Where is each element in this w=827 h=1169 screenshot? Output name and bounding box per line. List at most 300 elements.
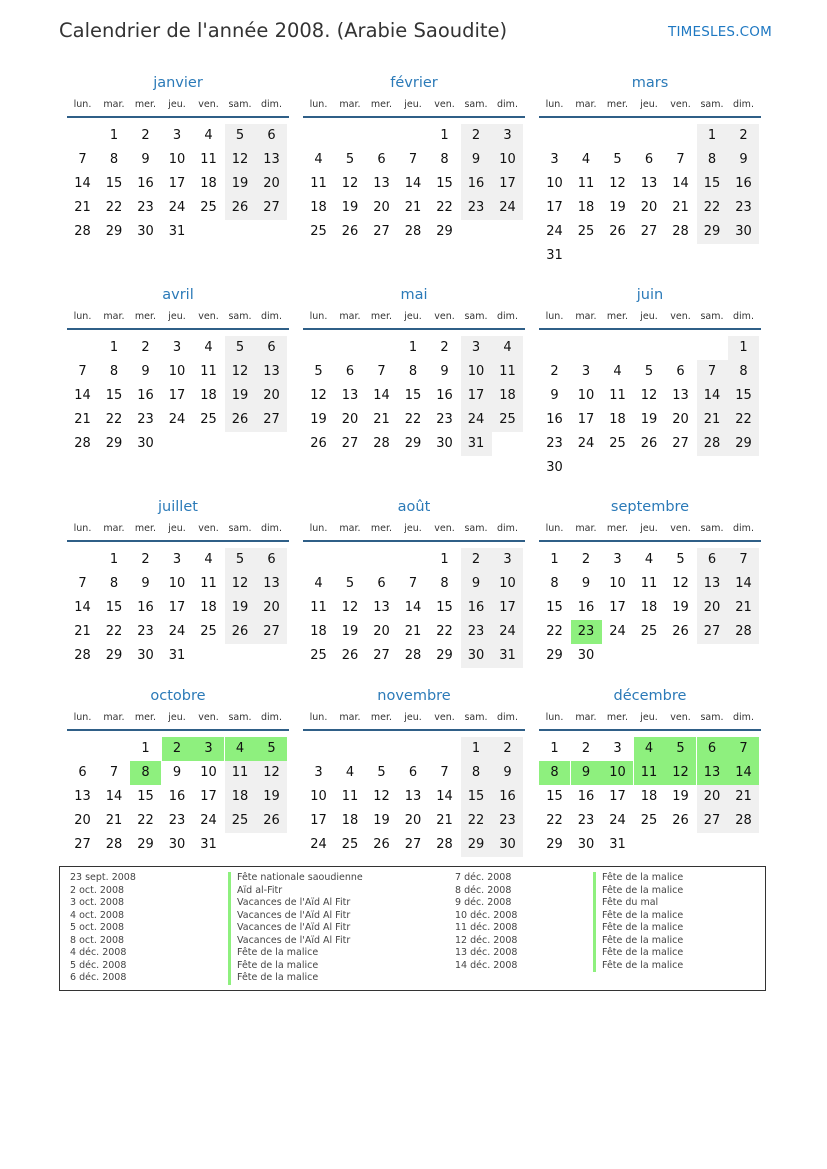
weekday-label: ven.	[198, 311, 219, 322]
weekday-label: sam.	[700, 712, 724, 723]
holiday-date: 14 déc. 2008	[455, 959, 518, 971]
day-cell: 24	[168, 200, 186, 215]
day-cell: 4	[204, 340, 213, 355]
weekday-label: dim.	[733, 99, 754, 110]
day-cell: 14	[672, 176, 689, 191]
month-name: mai	[400, 287, 428, 303]
day-cell: 17	[310, 813, 327, 828]
day-cell: 28	[728, 809, 759, 833]
day-cell: 17	[200, 789, 217, 804]
weekday-label: mar.	[339, 712, 361, 723]
weekday-label: dim.	[261, 311, 282, 322]
day-cell: 15	[404, 388, 422, 403]
day-cell: 10	[200, 765, 217, 780]
day-cell: 16	[436, 388, 453, 403]
day-cell: 9	[728, 148, 759, 172]
day-cell: 20	[672, 412, 689, 427]
day-cell: 11	[200, 152, 217, 167]
day-cell: 24	[492, 620, 523, 644]
day-cell: 7	[697, 360, 728, 384]
day-cell: 26	[373, 837, 390, 852]
day-cell: 1	[109, 552, 119, 567]
day-cell: 14	[404, 176, 422, 191]
day-cell: 25	[609, 436, 626, 451]
day-cell: 30	[436, 436, 453, 451]
day-cell: 28	[728, 620, 759, 644]
weekday-label: lun.	[73, 311, 92, 322]
day-cell: 17	[168, 388, 186, 403]
day-cell: 26	[609, 224, 626, 239]
day-cell: 23	[577, 813, 595, 828]
day-cell: 4	[644, 552, 654, 567]
weekday-label: lun.	[309, 311, 328, 322]
day-cell: 19	[640, 412, 658, 427]
weekday-label: mer.	[606, 311, 629, 322]
day-cell: 11	[640, 576, 658, 591]
day-cell: 14	[728, 572, 759, 596]
day-cell: 8	[440, 576, 449, 591]
weekday-label: mar.	[575, 712, 597, 723]
day-cell: 13	[256, 148, 287, 172]
day-cell: 11	[341, 789, 359, 804]
day-cell: 12	[640, 388, 658, 403]
month-name: novembre	[377, 688, 451, 704]
holiday-date: 7 déc. 2008	[455, 872, 512, 883]
day-cell: 20	[256, 384, 287, 408]
day-cell: 14	[74, 176, 91, 191]
day-cell: 26	[640, 436, 658, 451]
weekday-label: lun.	[545, 311, 564, 322]
day-cell: 30	[137, 224, 154, 239]
weekday-label: ven.	[434, 311, 455, 322]
day-cell: 5	[256, 737, 287, 761]
holiday-name: Vacances de l'Aïd Al Fitr	[228, 910, 350, 923]
day-cell: 27	[640, 224, 658, 239]
weekday-label: ven.	[670, 712, 691, 723]
day-cell: 23	[436, 412, 453, 427]
day-cell: 28	[74, 436, 91, 451]
day-cell: 3	[172, 128, 182, 143]
day-cell: 30	[728, 220, 759, 244]
day-cell: 31	[492, 644, 523, 668]
day-cell: 18	[341, 813, 359, 828]
day-cell: 6	[377, 152, 386, 167]
day-cell: 22	[546, 624, 563, 639]
day-cell: 11	[310, 600, 327, 615]
day-cell: 19	[341, 624, 359, 639]
day-cell: 10	[310, 789, 327, 804]
day-cell: 2	[440, 340, 449, 355]
day-cell: 5	[644, 364, 654, 379]
header-rule	[303, 729, 525, 731]
day-cell: 17	[461, 384, 492, 408]
day-cell: 2	[581, 741, 591, 756]
day-cell: 16	[492, 785, 523, 809]
day-cell: 1	[440, 128, 449, 143]
day-cell: 22	[137, 813, 154, 828]
day-cell: 23	[168, 813, 186, 828]
day-cell: 6	[256, 548, 287, 572]
day-cell: 3	[613, 741, 622, 756]
holiday-name: Vacances de l'Aïd Al Fitr	[228, 922, 350, 935]
day-cell: 13	[256, 572, 287, 596]
day-cell: 18	[310, 624, 327, 639]
day-cell: 12	[256, 761, 287, 785]
weekday-label: mer.	[134, 523, 157, 534]
day-cell: 18	[640, 600, 658, 615]
day-cell: 20	[256, 596, 287, 620]
day-cell: 17	[546, 200, 563, 215]
holiday-date: 12 déc. 2008	[455, 934, 518, 946]
day-cell: 9	[461, 148, 492, 172]
day-cell: 11	[200, 364, 217, 379]
weekday-label: sam.	[464, 712, 488, 723]
day-cell: 28	[436, 837, 453, 852]
day-cell: 29	[105, 436, 123, 451]
day-cell: 31	[546, 248, 563, 263]
day-cell: 11	[310, 176, 327, 191]
weekday-label: jeu.	[404, 523, 422, 534]
day-cell: 9	[461, 572, 492, 596]
day-cell: 4	[225, 737, 256, 761]
weekday-label: mar.	[103, 99, 125, 110]
day-cell: 27	[404, 837, 422, 852]
day-cell: 31	[609, 837, 626, 852]
day-cell: 11	[577, 176, 595, 191]
holiday-date: 5 déc. 2008	[70, 959, 127, 971]
day-cell: 29	[436, 224, 453, 239]
day-cell: 16	[137, 176, 154, 191]
weekday-label: dim.	[497, 712, 518, 723]
weekday-label: sam.	[464, 523, 488, 534]
day-cell: 28	[74, 648, 91, 663]
day-cell: 6	[697, 737, 728, 761]
day-cell: 29	[728, 432, 759, 456]
day-cell: 21	[74, 624, 91, 639]
month-name: février	[390, 75, 438, 91]
weekday-label: dim.	[733, 311, 754, 322]
day-cell: 4	[613, 364, 622, 379]
weekday-label: sam.	[228, 523, 252, 534]
day-cell: 5	[314, 364, 323, 379]
day-cell: 25	[577, 224, 595, 239]
weekday-label: mar.	[339, 523, 361, 534]
day-cell: 16	[728, 172, 759, 196]
weekday-label: sam.	[700, 99, 724, 110]
day-cell: 27	[672, 436, 689, 451]
weekday-label: mar.	[339, 99, 361, 110]
holiday-date: 10 déc. 2008	[455, 909, 518, 921]
day-cell: 13	[640, 176, 658, 191]
day-cell: 27	[373, 648, 390, 663]
weekday-label: dim.	[261, 712, 282, 723]
weekday-label: jeu.	[168, 712, 186, 723]
weekday-label: sam.	[464, 311, 488, 322]
day-cell: 3	[492, 548, 523, 572]
day-cell: 8	[130, 761, 161, 785]
day-cell: 10	[492, 148, 523, 172]
day-cell: 26	[225, 196, 256, 220]
day-cell: 9	[141, 576, 150, 591]
day-cell: 7	[440, 765, 449, 780]
holiday-date: 4 oct. 2008	[70, 909, 125, 921]
day-cell: 29	[105, 648, 123, 663]
day-cell: 26	[225, 408, 256, 432]
weekday-label: ven.	[198, 99, 219, 110]
day-cell: 15	[546, 600, 563, 615]
holiday-name: Fête de la malice	[593, 872, 683, 885]
weekday-label: mer.	[606, 523, 629, 534]
day-cell: 16	[461, 172, 492, 196]
day-cell: 21	[697, 408, 728, 432]
day-cell: 16	[546, 412, 563, 427]
day-cell: 8	[461, 761, 492, 785]
header-rule	[539, 116, 761, 118]
day-cell: 18	[492, 384, 523, 408]
day-cell: 24	[609, 624, 626, 639]
day-cell: 6	[256, 336, 287, 360]
weekday-label: ven.	[434, 712, 455, 723]
day-cell: 8	[728, 360, 759, 384]
day-cell: 24	[310, 837, 327, 852]
day-cell: 21	[74, 412, 91, 427]
day-cell: 18	[640, 789, 658, 804]
day-cell: 1	[550, 552, 559, 567]
weekday-label: lun.	[73, 712, 92, 723]
day-cell: 2	[141, 340, 150, 355]
day-cell: 8	[440, 152, 449, 167]
day-cell: 8	[408, 364, 418, 379]
brand-link[interactable]: TIMESLES.COM	[668, 24, 772, 40]
day-cell: 17	[492, 172, 523, 196]
weekday-label: ven.	[434, 99, 455, 110]
day-cell: 12	[609, 176, 626, 191]
weekday-label: mer.	[606, 712, 629, 723]
day-cell: 21	[404, 200, 422, 215]
day-cell: 27	[373, 224, 390, 239]
month-name: septembre	[610, 499, 690, 515]
holiday-name: Fête de la malice	[228, 960, 318, 973]
day-cell: 23	[461, 620, 492, 644]
day-cell: 13	[373, 600, 390, 615]
day-cell: 30	[546, 460, 563, 475]
day-cell: 8	[109, 576, 119, 591]
day-cell: 16	[168, 789, 186, 804]
day-cell: 15	[436, 600, 453, 615]
day-cell: 5	[345, 152, 355, 167]
day-cell: 21	[728, 596, 759, 620]
weekday-label: mer.	[606, 99, 629, 110]
weekday-label: mar.	[103, 523, 125, 534]
day-cell: 4	[345, 765, 355, 780]
day-cell: 12	[225, 360, 256, 384]
day-cell: 9	[440, 364, 449, 379]
day-cell: 2	[728, 124, 759, 148]
day-cell: 16	[577, 789, 595, 804]
month-name: mars	[631, 75, 669, 91]
weekday-label: dim.	[497, 311, 518, 322]
weekday-label: lun.	[309, 712, 328, 723]
day-cell: 29	[137, 837, 154, 852]
day-cell: 13	[373, 176, 390, 191]
day-cell: 9	[581, 576, 591, 591]
day-cell: 12	[225, 148, 256, 172]
day-cell: 5	[676, 552, 685, 567]
holiday-date: 11 déc. 2008	[455, 922, 518, 933]
holiday-date: 2 oct. 2008	[70, 884, 125, 896]
day-cell: 4	[314, 152, 323, 167]
day-cell: 14	[74, 388, 91, 403]
day-cell: 4	[581, 152, 591, 167]
day-cell: 17	[492, 596, 523, 620]
holiday-date: 4 déc. 2008	[70, 947, 127, 958]
day-cell: 17	[609, 789, 626, 804]
day-cell: 18	[200, 176, 217, 191]
day-cell: 10	[577, 388, 595, 403]
weekday-label: mar.	[575, 311, 597, 322]
day-cell: 3	[314, 765, 323, 780]
weekday-label: ven.	[198, 523, 219, 534]
day-cell: 19	[341, 200, 359, 215]
day-cell: 28	[672, 224, 689, 239]
weekday-label: jeu.	[640, 99, 658, 110]
day-cell: 23	[137, 412, 154, 427]
day-cell: 4	[314, 576, 323, 591]
day-cell: 3	[461, 336, 492, 360]
day-cell: 19	[672, 600, 689, 615]
day-cell: 13	[256, 360, 287, 384]
weekday-label: mar.	[575, 523, 597, 534]
day-cell: 16	[577, 600, 595, 615]
weekday-label: sam.	[228, 99, 252, 110]
day-cell: 27	[697, 809, 728, 833]
day-cell: 26	[225, 620, 256, 644]
day-cell: 12	[672, 576, 689, 591]
day-cell: 16	[137, 600, 154, 615]
day-cell: 27	[74, 837, 91, 852]
day-cell: 6	[78, 765, 87, 780]
weekday-label: dim.	[733, 712, 754, 723]
day-cell: 26	[256, 809, 287, 833]
weekday-label: lun.	[73, 99, 92, 110]
day-cell: 19	[256, 785, 287, 809]
day-cell: 9	[141, 152, 150, 167]
day-cell: 7	[109, 765, 119, 780]
holiday-name: Fête de la malice	[593, 885, 683, 898]
header-rule	[67, 328, 289, 330]
day-cell: 9	[492, 761, 523, 785]
holiday-name: Vacances de l'Aïd Al Fitr	[228, 897, 350, 910]
day-cell: 21	[105, 813, 123, 828]
day-cell: 7	[78, 576, 87, 591]
day-cell: 29	[436, 648, 453, 663]
day-cell: 21	[74, 200, 91, 215]
day-cell: 7	[377, 364, 386, 379]
holiday-name: Vacances de l'Aïd Al Fitr	[228, 935, 350, 948]
day-cell: 22	[436, 624, 453, 639]
day-cell: 6	[345, 364, 355, 379]
day-cell: 25	[200, 412, 217, 427]
header-rule	[303, 328, 525, 330]
weekday-label: mar.	[575, 99, 597, 110]
day-cell: 30	[577, 648, 595, 663]
day-cell: 20	[373, 624, 390, 639]
day-cell: 27	[341, 436, 359, 451]
day-cell: 15	[728, 384, 759, 408]
holiday-name: Fête de la malice	[593, 960, 683, 973]
day-cell: 7	[676, 152, 685, 167]
day-cell: 19	[225, 172, 256, 196]
day-cell: 26	[672, 813, 689, 828]
holiday-date: 13 déc. 2008	[455, 947, 518, 958]
day-cell: 14	[105, 789, 123, 804]
weekday-label: mer.	[370, 311, 393, 322]
day-cell: 23	[492, 809, 523, 833]
day-cell: 27	[697, 620, 728, 644]
day-cell: 29	[461, 833, 492, 857]
day-cell: 17	[609, 600, 626, 615]
day-cell: 19	[225, 596, 256, 620]
weekday-label: dim.	[261, 523, 282, 534]
weekday-label: jeu.	[640, 311, 658, 322]
weekday-label: mar.	[103, 311, 125, 322]
day-cell: 29	[404, 436, 422, 451]
weekday-label: mer.	[134, 99, 157, 110]
day-cell: 11	[200, 576, 217, 591]
day-cell: 18	[200, 600, 217, 615]
day-cell: 12	[310, 388, 327, 403]
weekday-label: ven.	[670, 523, 691, 534]
day-cell: 22	[404, 412, 422, 427]
weekday-label: jeu.	[168, 523, 186, 534]
day-cell: 2	[141, 552, 150, 567]
holiday-date: 6 déc. 2008	[70, 972, 127, 983]
weekday-label: lun.	[309, 99, 328, 110]
day-cell: 25	[640, 624, 658, 639]
weekday-label: sam.	[464, 99, 488, 110]
weekday-label: dim.	[261, 99, 282, 110]
day-cell: 21	[436, 813, 453, 828]
day-cell: 8	[539, 761, 570, 785]
day-cell: 3	[613, 552, 622, 567]
day-cell: 15	[105, 600, 123, 615]
holiday-date: 5 oct. 2008	[70, 922, 125, 933]
day-cell: 6	[256, 124, 287, 148]
day-cell: 2	[581, 552, 591, 567]
day-cell: 22	[105, 412, 123, 427]
header-rule	[539, 540, 761, 542]
day-cell: 17	[577, 412, 595, 427]
day-cell: 25	[200, 624, 217, 639]
holiday-date: 8 oct. 2008	[70, 934, 125, 946]
header-rule	[67, 729, 289, 731]
day-cell: 25	[492, 408, 523, 432]
weekday-label: dim.	[733, 523, 754, 534]
weekday-label: lun.	[309, 523, 328, 534]
day-cell: 19	[225, 384, 256, 408]
day-cell: 10	[168, 152, 186, 167]
day-cell: 20	[697, 596, 728, 620]
day-cell: 2	[162, 737, 193, 761]
month-name: décembre	[613, 688, 687, 704]
day-cell: 21	[404, 624, 422, 639]
day-cell: 18	[225, 785, 256, 809]
month-name: juillet	[158, 499, 198, 515]
day-cell: 29	[105, 224, 123, 239]
weekday-label: mer.	[370, 523, 393, 534]
day-cell: 4	[204, 128, 213, 143]
day-cell: 3	[492, 124, 523, 148]
